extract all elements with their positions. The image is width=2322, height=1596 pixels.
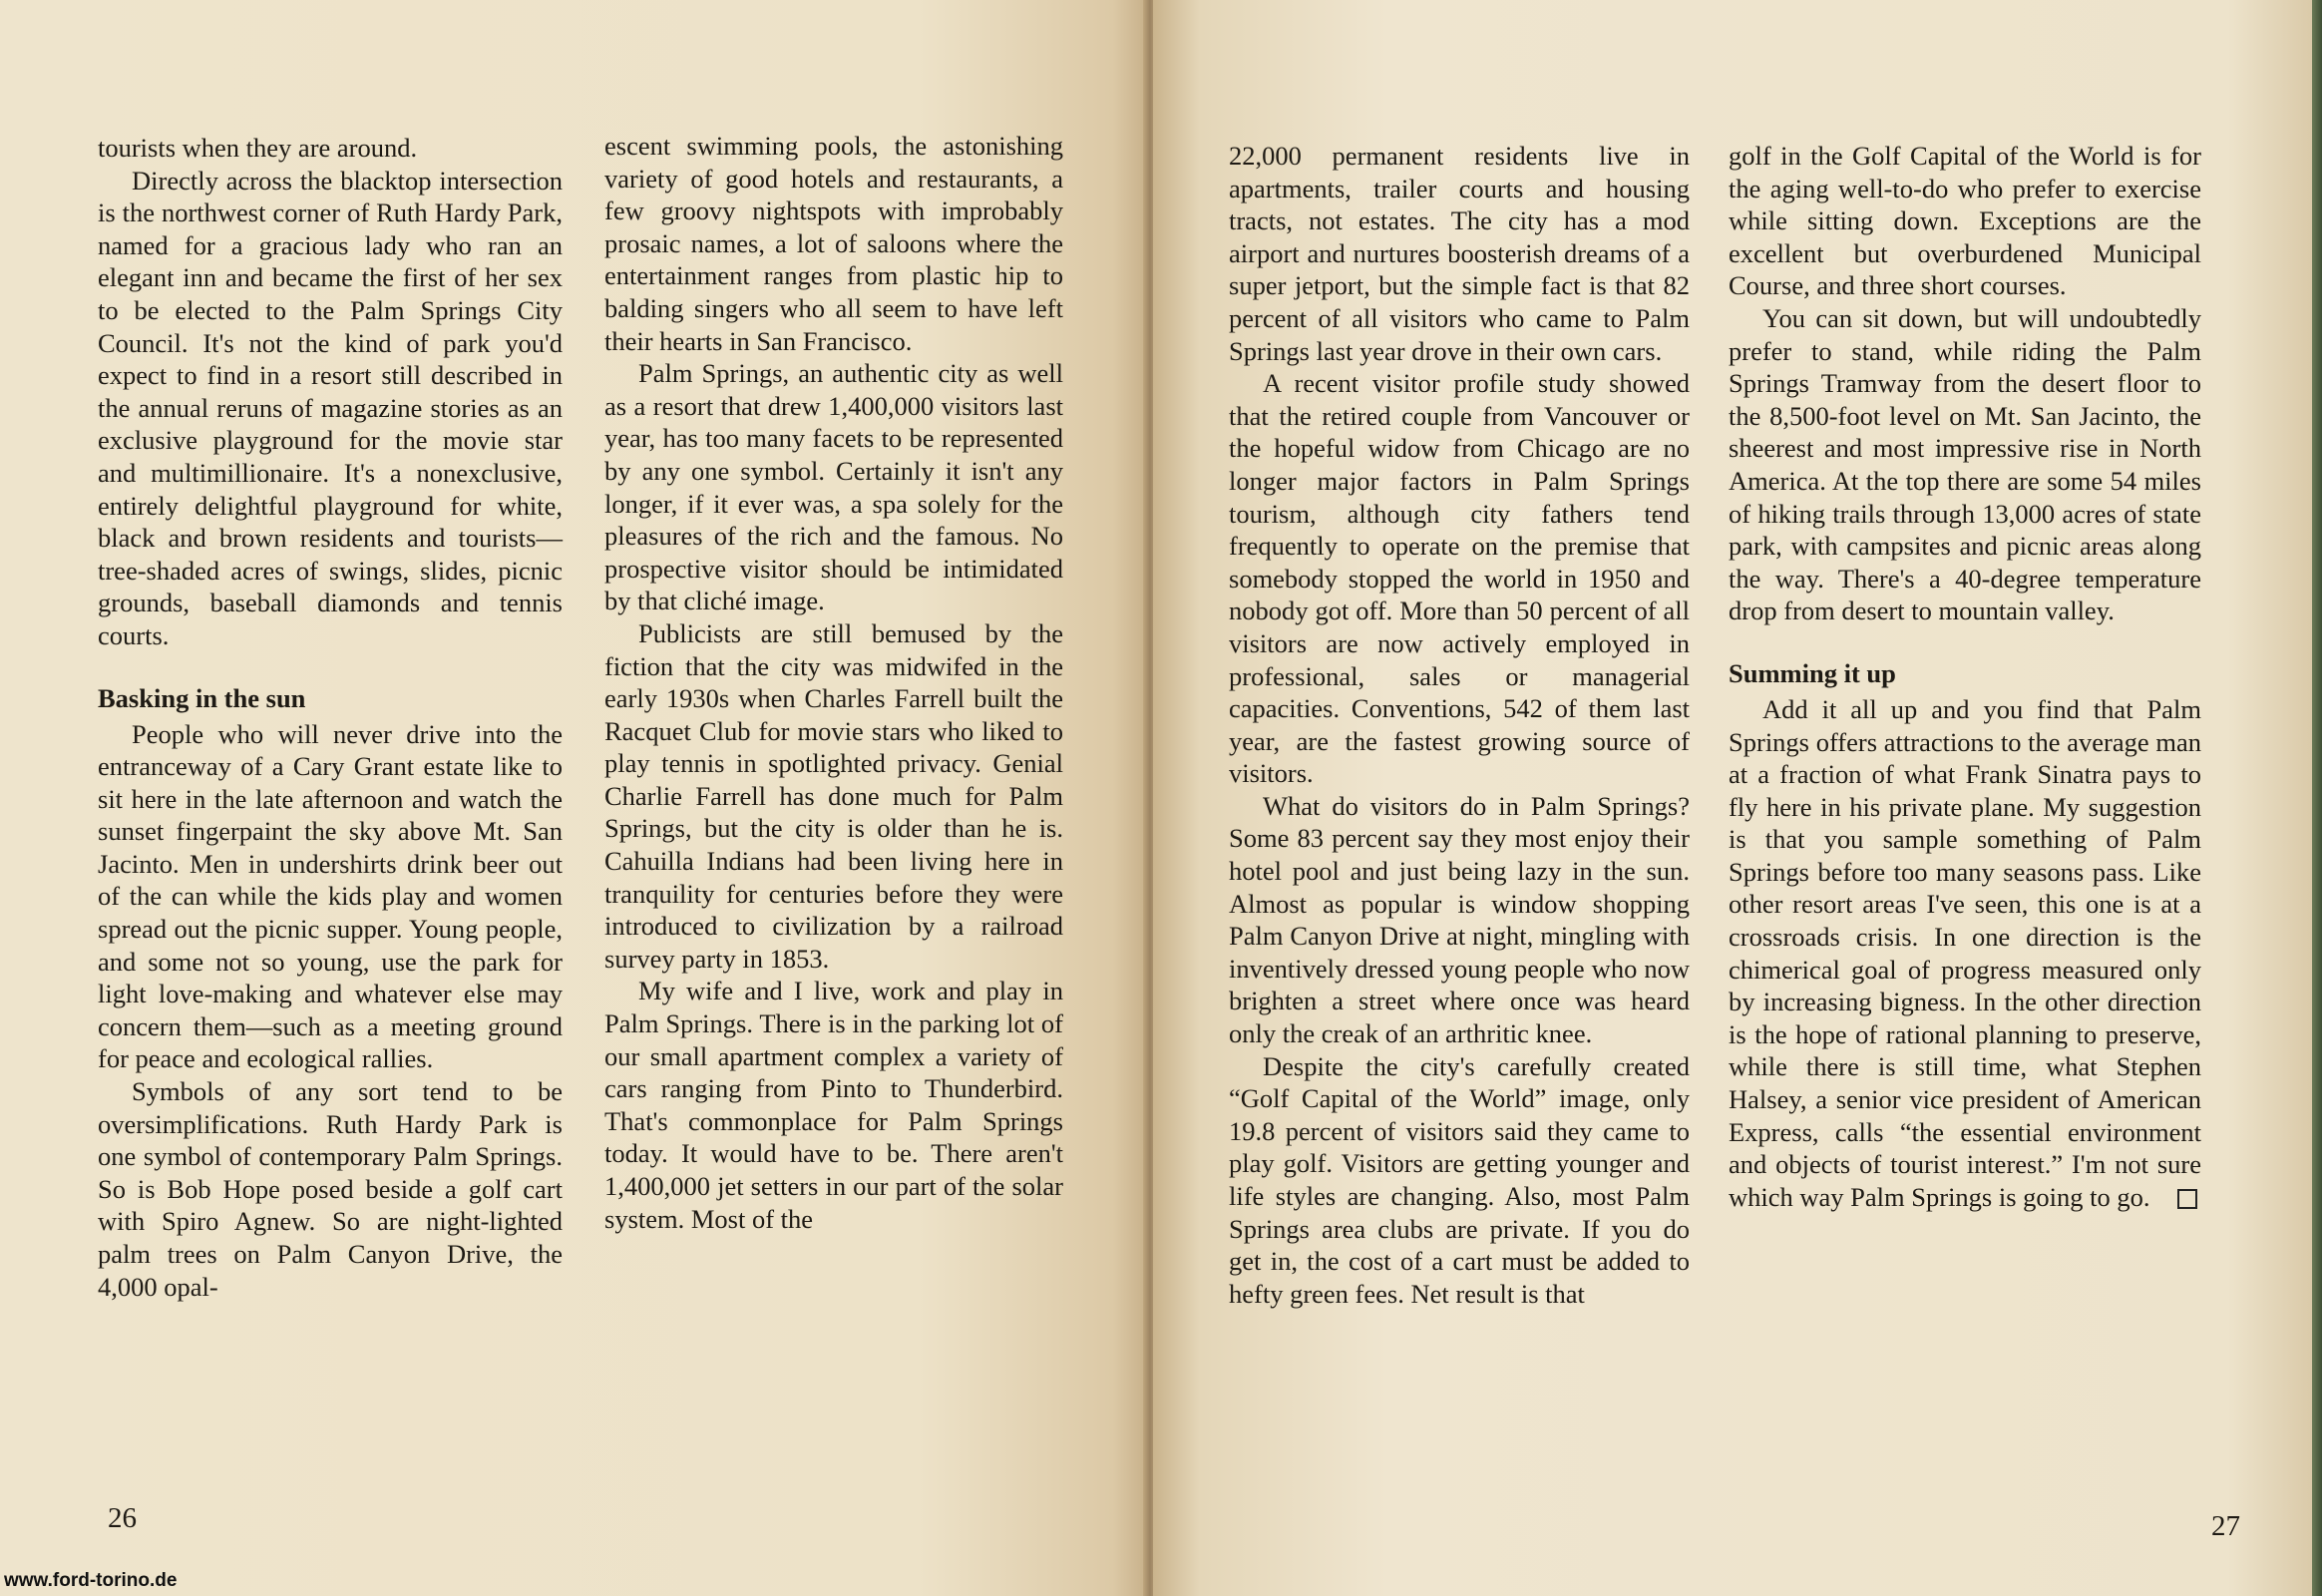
section-heading: Summing it up (1729, 657, 1896, 688)
paragraph: escent swimming pools, the astonishing variety of good hotels and restaurants, a few groovy nightspots with improbably prosaic names, a lot of saloons where the entertainment ranges from plastic hip to balding singers who all seem to have left their hearts in San Francisco. (604, 131, 1063, 356)
paragraph: A recent visitor profile study showed that the retired couple from Vancouver or the hopeful widow from Chicago are no longer major factors in Palm Springs tourism, although city fathers tend frequently to operate on the premise that somebody stopped the world in 1950 and nobody got off. More than 50 percent of all visitors are now actively employed in professional, sales or managerial capacities. Conventions, 542 of them last year, are the fastest growing source of visitors. (1229, 368, 1690, 789)
left-page-column-2 (604, 130, 1063, 1235)
paragraph: People who will never drive into the entranceway of a Cary Grant estate like to sit here in the late afternoon and watch the sunset fingerpaint the sky above Mt. San Jacinto. Men in undershirts drink beer out of the can while the kids play and women spread out the picnic supper. Young people, and some not so young, use the park for light love-making and whatever else may concern them—such as a meeting ground for peace and ecological rallies. (98, 718, 563, 1074)
right-page-column-2 (1729, 140, 2201, 1213)
left-page (0, 0, 1147, 1596)
watermark: www.ford-torino.de (4, 1570, 178, 1591)
paragraph: golf in the Golf Capital of the World is for the aging well-to-do who prefer to exercise while sitting down. Exceptions are the excellent but overburdened Municipal Course, and three short courses. (1729, 141, 2201, 301)
right-page-column-1 (1229, 140, 1690, 1310)
paragraph: 22,000 permanent residents live in apartments, trailer courts and housing tracts, not estates. The city has a mod airport and nurtures boosterish dreams of a super jetport, but the simple fact is that 82 percent of all visitors who came to Palm Springs last year drove in their own cars. (1229, 141, 1690, 366)
book-cover-edge (2312, 0, 2322, 1596)
left-page-column-1 (98, 132, 563, 1303)
paragraph: Symbols of any sort tend to be oversimplifications. Ruth Hardy Park is one symbol of contemporary Palm Springs. So is Bob Hope posed beside a golf cart with Spiro Agnew. So are night-lighted palm trees on Palm Canyon Drive, the 4,000 opal- (98, 1076, 563, 1302)
paragraph: What do visitors do in Palm Springs? Some 83 percent say they most enjoy their hotel pool and just being lazy in the sun. Almost as popular is window shopping Palm Canyon Drive at night, mingling with inventively dressed young people who now brighten a street where once was heard only the creak of an arthritic knee. (1229, 790, 1690, 1049)
paragraph-text: Add it all up and you find that Palm Springs offers attractions to the average man at a fraction of what Frank Sinatra pays to fly here in his private plane. My suggestion is that you sample something of Palm Springs before too many seasons pass. Like other resort areas I've seen, this one is at a crossroads crisis. In one direction is the chimerical goal of progress measured only by increasing bigness. In the other direction is the hope of rational planning to preserve, while there is still time, what Stephen Halsey, a senior vice president of American Express, calls “the essential environment and objects of tourist interest.” I'm not sure which way Palm Springs is going to go. (1729, 693, 2201, 1212)
paragraph (1729, 693, 2201, 1214)
end-of-article-mark-icon (2177, 1189, 2197, 1209)
paragraph: Directly across the blacktop intersection is the northwest corner of Ruth Hardy Park, named for a gracious lady who ran an elegant inn and became the first of her sex to be elected to the Palm Springs City Council. It's not the kind of park you'd expect to find in a resort still described in the annual reruns of magazine stories as an exclusive playground for the movie star and multimillionaire. It's a nonexclusive, entirely delightful playground for white, black and brown residents and tourists—tree-shaded acres of swings, slides, picnic grounds, baseball diamonds and tennis courts. (98, 165, 563, 650)
paragraph: Publicists are still bemused by the fiction that the city was midwifed in the early 1930s when Charles Farrell built the Racquet Club for movie stars who liked to play tennis in spotlighted privacy. Genial Charlie Farrell has done much for Palm Springs, but the city is older than he is. Cahuilla Indians had been living here in tranquility for centuries before they were introduced to civilization by a railroad survey party in 1853. (604, 617, 1063, 974)
section-heading: Basking in the sun (98, 682, 306, 713)
paragraph: tourists when they are around. (98, 133, 418, 163)
paragraph: Palm Springs, an authentic city as well as a resort that drew 1,400,000 visitors last year, has too many facets to be represented by any one symbol. Certainly it isn't any longer, if it ever was, a spa solely for the pleasures of the rich and the famous. No prospective visitor should be intimidated by that cliché image. (604, 358, 1063, 616)
page-number: 26 (108, 1502, 137, 1534)
page-number: 27 (2211, 1510, 2240, 1542)
right-page (1153, 0, 2322, 1596)
paragraph: You can sit down, but will undoubtedly prefer to stand, while riding the Palm Springs Tramway from the desert floor to the 8,500-foot level on Mt. San Jacinto, the sheerest and most impressive rise in North America. At the top there are some 54 miles of hiking trails through 13,000 acres of state park, with campsites and picnic areas along the way. There's a 40-degree temperature drop from desert to mountain valley. (1729, 302, 2201, 626)
paragraph: My wife and I live, work and play in Palm Springs. There is in the parking lot of our small apartment complex a variety of cars ranging from Pinto to Thunderbird. That's commonplace for Palm Springs today. It would have to be. There aren't 1,400,000 jet setters in our part of the solar system. Most of the (604, 976, 1063, 1234)
paragraph: Despite the city's carefully created “Golf Capital of the World” image, only 19.8 percent of visitors said they came to play golf. Visitors are getting younger and life styles are changing. Also, most Palm Springs area clubs are private. If you do get in, the cost of a cart must be added to hefty green fees. Net result is that (1229, 1050, 1690, 1309)
